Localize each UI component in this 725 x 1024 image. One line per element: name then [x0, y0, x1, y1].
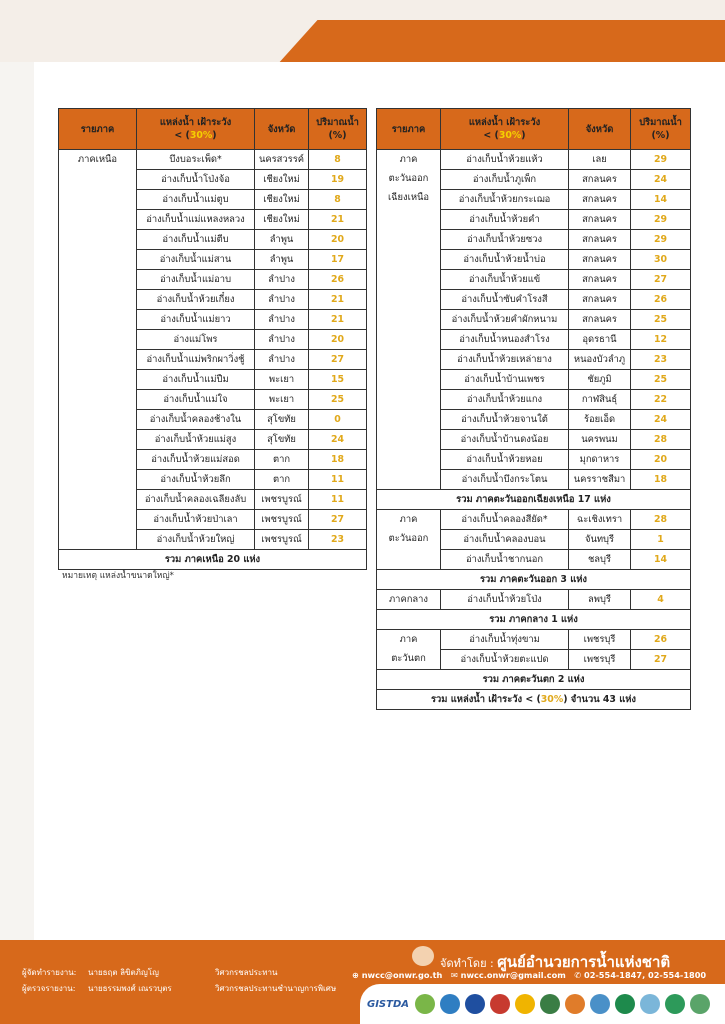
province-name: สกลนคร [569, 190, 631, 210]
volume-percent: 24 [309, 430, 367, 450]
reservoir-name: อ่างเก็บน้ำแม่ตีบ [137, 230, 255, 250]
central-summary: รวม ภาคกลาง 1 แห่ง [377, 610, 691, 630]
reservoir-name: อ่างเก็บน้ำห้วยโป่ง [441, 590, 569, 610]
province-name: เลย [569, 150, 631, 170]
reservoir-name: อ่างเก็บน้ำแม่ใจ [137, 390, 255, 410]
reservoir-name: อ่างเก็บน้ำบ้านเพชร [441, 370, 569, 390]
volume-percent: 26 [631, 630, 691, 650]
reservoir-name: อ่างเก็บน้ำห้วยซวง [441, 230, 569, 250]
grand-total-row [377, 690, 691, 710]
header-province: จังหวัด [569, 109, 631, 150]
summary-row [59, 550, 367, 570]
volume-percent: 23 [631, 350, 691, 370]
volume-percent: 28 [631, 430, 691, 450]
province-name: อุดรธานี [569, 330, 631, 350]
checked-by-name: นายธรรมพงศ์ เณรวบุตร [88, 984, 172, 993]
province-name: ลำพูน [255, 230, 309, 250]
reservoir-name: อ่างเก็บน้ำแม่ตูบ [137, 190, 255, 210]
reservoir-name: อ่างเก็บน้ำห้วยแม่สอด [137, 450, 255, 470]
water-drop-mascot-icon [412, 946, 434, 966]
table-header-row [59, 109, 367, 150]
province-name: มุกดาหาร [569, 450, 631, 470]
prepared-by-name: นายธฤต ลิขิตภิญโญ [88, 968, 159, 977]
volume-percent: 22 [631, 390, 691, 410]
volume-percent: 12 [631, 330, 691, 350]
table-row [377, 630, 691, 650]
province-name: กาฬสินธุ์ [569, 390, 631, 410]
province-name: ร้อยเอ็ด [569, 410, 631, 430]
reservoir-name: อ่างเก็บน้ำบ้านดงน้อย [441, 430, 569, 450]
province-name: พะเยา [255, 370, 309, 390]
reservoir-name: อ่างเก็บน้ำห้วยหอย [441, 450, 569, 470]
volume-percent: 4 [631, 590, 691, 610]
reservoir-name: อ่างเก็บน้ำแม่อาบ [137, 270, 255, 290]
reservoir-name: อ่างเก็บน้ำห้วยป่าเลา [137, 510, 255, 530]
reservoir-name: อ่างแม่โพร [137, 330, 255, 350]
volume-percent: 29 [631, 210, 691, 230]
province-name: สกลนคร [569, 290, 631, 310]
volume-percent: 15 [309, 370, 367, 390]
checked-by-label: ผู้ตรวจรายงาน: [22, 984, 76, 993]
province-name: สุโขทัย [255, 430, 309, 450]
province-name: ลำพูน [255, 250, 309, 270]
volume-percent: 11 [309, 490, 367, 510]
reservoir-name: อ่างเก็บน้ำแม่ปืม [137, 370, 255, 390]
volume-percent: 26 [309, 270, 367, 290]
volume-percent: 20 [309, 230, 367, 250]
table-row [377, 590, 691, 610]
volume-percent: 25 [631, 370, 691, 390]
reservoir-name: อ่างเก็บน้ำห้วยคำผักหนาม [441, 310, 569, 330]
reservoir-name: อ่างเก็บน้ำบึงกระโตน [441, 470, 569, 490]
reservoir-name: อ่างเก็บน้ำคลองสียัด* [441, 510, 569, 530]
reservoir-name: บึงบอระเพ็ด* [137, 150, 255, 170]
volume-percent: 11 [309, 470, 367, 490]
partner-logo-icon [540, 994, 560, 1014]
volume-percent: 20 [631, 450, 691, 470]
east-summary: รวม ภาคตะวันออก 3 แห่ง [377, 570, 691, 590]
volume-percent: 18 [631, 470, 691, 490]
volume-percent: 27 [631, 270, 691, 290]
header-province: จังหวัด [255, 109, 309, 150]
province-name: จันทบุรี [569, 530, 631, 550]
reservoir-name: อ่างเก็บน้ำห้วยเหล่ายาง [441, 350, 569, 370]
reservoir-name: อ่างเก็บน้ำห้วยน้ำบ่อ [441, 250, 569, 270]
west-summary: รวม ภาคตะวันตก 2 แห่ง [377, 670, 691, 690]
partner-logo-icon [515, 994, 535, 1014]
province-name: เพชรบุรี [569, 650, 631, 670]
reservoir-name: อ่างเก็บน้ำคลองบอน [441, 530, 569, 550]
volume-percent: 24 [631, 410, 691, 430]
partner-logos [366, 989, 710, 1019]
header-reservoir: แหล่งน้ำ เฝ้าระวัง < (30%) [441, 109, 569, 150]
province-name: สกลนคร [569, 170, 631, 190]
province-name: ชัยภูมิ [569, 370, 631, 390]
province-name: เชียงใหม่ [255, 210, 309, 230]
organization-name: จัดทำโดย : ศูนย์อำนวยการน้ำแห่งชาติ [440, 953, 671, 971]
other-regions-table [376, 108, 691, 710]
volume-percent: 30 [631, 250, 691, 270]
province-name: สกลนคร [569, 230, 631, 250]
summary-row [377, 570, 691, 590]
province-name: สกลนคร [569, 310, 631, 330]
volume-percent: 25 [309, 390, 367, 410]
reservoir-name: อ่างเก็บน้ำหนองสำโรง [441, 330, 569, 350]
volume-percent: 23 [309, 530, 367, 550]
reservoir-name: อ่างเก็บน้ำแม่พริกผาวิ่งชู้ [137, 350, 255, 370]
email-link[interactable]: ✉ nwcc.onwr@gmail.com [450, 970, 566, 980]
volume-percent: 19 [309, 170, 367, 190]
partner-logo-icon [690, 994, 710, 1014]
province-name: ชลบุรี [569, 550, 631, 570]
volume-percent: 27 [631, 650, 691, 670]
reservoir-name: อ่างเก็บน้ำห้วยตะแปด [441, 650, 569, 670]
reservoir-name: อ่างเก็บน้ำโป่งจ้อ [137, 170, 255, 190]
checked-by-role: วิศวกรชลประทานชำนาญการพิเศษ [215, 984, 337, 993]
province-name: ลำปาง [255, 270, 309, 290]
reservoir-name: อ่างเก็บน้ำห้วยแข้ [441, 270, 569, 290]
reservoir-name: อ่างเก็บน้ำห้วยแม่สูง [137, 430, 255, 450]
province-name: ฉะเชิงเทรา [569, 510, 631, 530]
partner-logo-icon [615, 994, 635, 1014]
reservoir-name: อ่างเก็บน้ำคลองช้างใน [137, 410, 255, 430]
volume-percent: 26 [631, 290, 691, 310]
volume-percent: 25 [631, 310, 691, 330]
province-name: สุโขทัย [255, 410, 309, 430]
province-name: ลพบุรี [569, 590, 631, 610]
reservoir-name: อ่างเก็บน้ำห้วยแห้ว [441, 150, 569, 170]
province-name: เพชรบูรณ์ [255, 510, 309, 530]
partner-logo-icon [440, 994, 460, 1014]
partner-logo-icon [415, 994, 435, 1014]
volume-percent: 28 [631, 510, 691, 530]
province-name: นครสวรรค์ [255, 150, 309, 170]
volume-percent: 24 [631, 170, 691, 190]
region-northeast: ภาค ตะวันออก เฉียงเหนือ [377, 150, 441, 490]
contact-line [352, 970, 706, 980]
summary-row [377, 610, 691, 630]
summary-row [377, 490, 691, 510]
north-region-table [58, 108, 367, 570]
province-name: เพชรบูรณ์ [255, 490, 309, 510]
province-name: เพชรบูรณ์ [255, 530, 309, 550]
header-region: รายภาค [377, 109, 441, 150]
province-name: เชียงใหม่ [255, 170, 309, 190]
region-north: ภาคเหนือ [59, 150, 137, 550]
table-row [59, 150, 367, 170]
reservoir-name: อ่างเก็บน้ำทุ่งขาม [441, 630, 569, 650]
header-volume: ปริมาณน้ำ (%) [631, 109, 691, 150]
header-reservoir: แหล่งน้ำ เฝ้าระวัง < (30%) [137, 109, 255, 150]
province-name: ลำปาง [255, 290, 309, 310]
province-name: ตาก [255, 470, 309, 490]
reservoir-name: อ่างเก็บน้ำชากนอก [441, 550, 569, 570]
header-volume: ปริมาณน้ำ (%) [309, 109, 367, 150]
header-region: รายภาค [59, 109, 137, 150]
reservoir-name: อ่างเก็บน้ำห้วยใหญ่ [137, 530, 255, 550]
volume-percent: 21 [309, 310, 367, 330]
province-name: พะเยา [255, 390, 309, 410]
table-row [377, 150, 691, 170]
volume-percent: 14 [631, 550, 691, 570]
footer [0, 940, 725, 1024]
phone-number: ✆ 02-554-1847, 02-554-1800 [574, 970, 707, 980]
table-header-row [377, 109, 691, 150]
reservoir-name: อ่างเก็บน้ำภูเพ็ก [441, 170, 569, 190]
reservoir-name: อ่างเก็บน้ำห้วยคำ [441, 210, 569, 230]
gistda-logo: GISTDA [367, 998, 409, 1010]
northeast-summary: รวม ภาคตะวันออกเฉียงเหนือ 17 แห่ง [377, 490, 691, 510]
website-link[interactable]: ⊕ nwcc@onwr.go.th [352, 970, 443, 980]
volume-percent: 27 [309, 350, 367, 370]
volume-percent: 18 [309, 450, 367, 470]
volume-percent: 21 [309, 290, 367, 310]
volume-percent: 1 [631, 530, 691, 550]
volume-percent: 21 [309, 210, 367, 230]
province-name: นครพนม [569, 430, 631, 450]
grand-total: รวม แหล่งน้ำ เฝ้าระวัง < (30%) จำนวน 43 แห่ง [377, 690, 691, 710]
province-name: นครราชสีมา [569, 470, 631, 490]
volume-percent: 20 [309, 330, 367, 350]
north-summary: รวม ภาคเหนือ 20 แห่ง [59, 550, 367, 570]
reservoir-name: อ่างเก็บน้ำห้วยเกี๋ยง [137, 290, 255, 310]
province-name: เพชรบุรี [569, 630, 631, 650]
partner-logo-icon [665, 994, 685, 1014]
volume-percent: 17 [309, 250, 367, 270]
province-name: หนองบัวลำภู [569, 350, 631, 370]
reservoir-name: อ่างเก็บน้ำแม่สาน [137, 250, 255, 270]
province-name: ลำปาง [255, 310, 309, 330]
reservoir-name: อ่างเก็บน้ำแม่ยาว [137, 310, 255, 330]
partner-logo-icon [465, 994, 485, 1014]
volume-percent: 0 [309, 410, 367, 430]
province-name: สกลนคร [569, 270, 631, 290]
volume-percent: 29 [631, 230, 691, 250]
reservoir-name: อ่างเก็บน้ำแม่แหลงหลวง [137, 210, 255, 230]
province-name: ลำปาง [255, 330, 309, 350]
reservoir-name: อ่างเก็บน้ำห้วยแกง [441, 390, 569, 410]
volume-percent: 14 [631, 190, 691, 210]
prepared-by-label: ผู้จัดทำรายงาน: [22, 968, 77, 977]
volume-percent: 27 [309, 510, 367, 530]
region-east: ภาค ตะวันออก [377, 510, 441, 570]
province-name: เชียงใหม่ [255, 190, 309, 210]
region-central: ภาคกลาง [377, 590, 441, 610]
partner-logo-icon [640, 994, 660, 1014]
province-name: สกลนคร [569, 210, 631, 230]
province-name: สกลนคร [569, 250, 631, 270]
legend-note: หมายเหตุ แหล่งน้ำขนาดใหญ่* [62, 571, 174, 581]
prepared-by-role: วิศวกรชลประทาน [215, 968, 278, 977]
partner-logo-icon [590, 994, 610, 1014]
partner-logo-icon [565, 994, 585, 1014]
province-name: ตาก [255, 450, 309, 470]
volume-percent: 8 [309, 150, 367, 170]
reservoir-name: อ่างเก็บน้ำคลองเฉลียงลับ [137, 490, 255, 510]
volume-percent: 8 [309, 190, 367, 210]
province-name: ลำปาง [255, 350, 309, 370]
table-row [377, 510, 691, 530]
volume-percent: 29 [631, 150, 691, 170]
reservoir-name: อ่างเก็บน้ำห้วยลึก [137, 470, 255, 490]
reservoir-name: อ่างเก็บน้ำซับคำโรงสี [441, 290, 569, 310]
reservoir-name: อ่างเก็บน้ำห้วยจานใต้ [441, 410, 569, 430]
summary-row [377, 670, 691, 690]
reservoir-name: อ่างเก็บน้ำห้วยกระเฌอ [441, 190, 569, 210]
top-banner [0, 0, 725, 62]
partner-logo-icon [490, 994, 510, 1014]
region-west: ภาค ตะวันตก [377, 630, 441, 670]
